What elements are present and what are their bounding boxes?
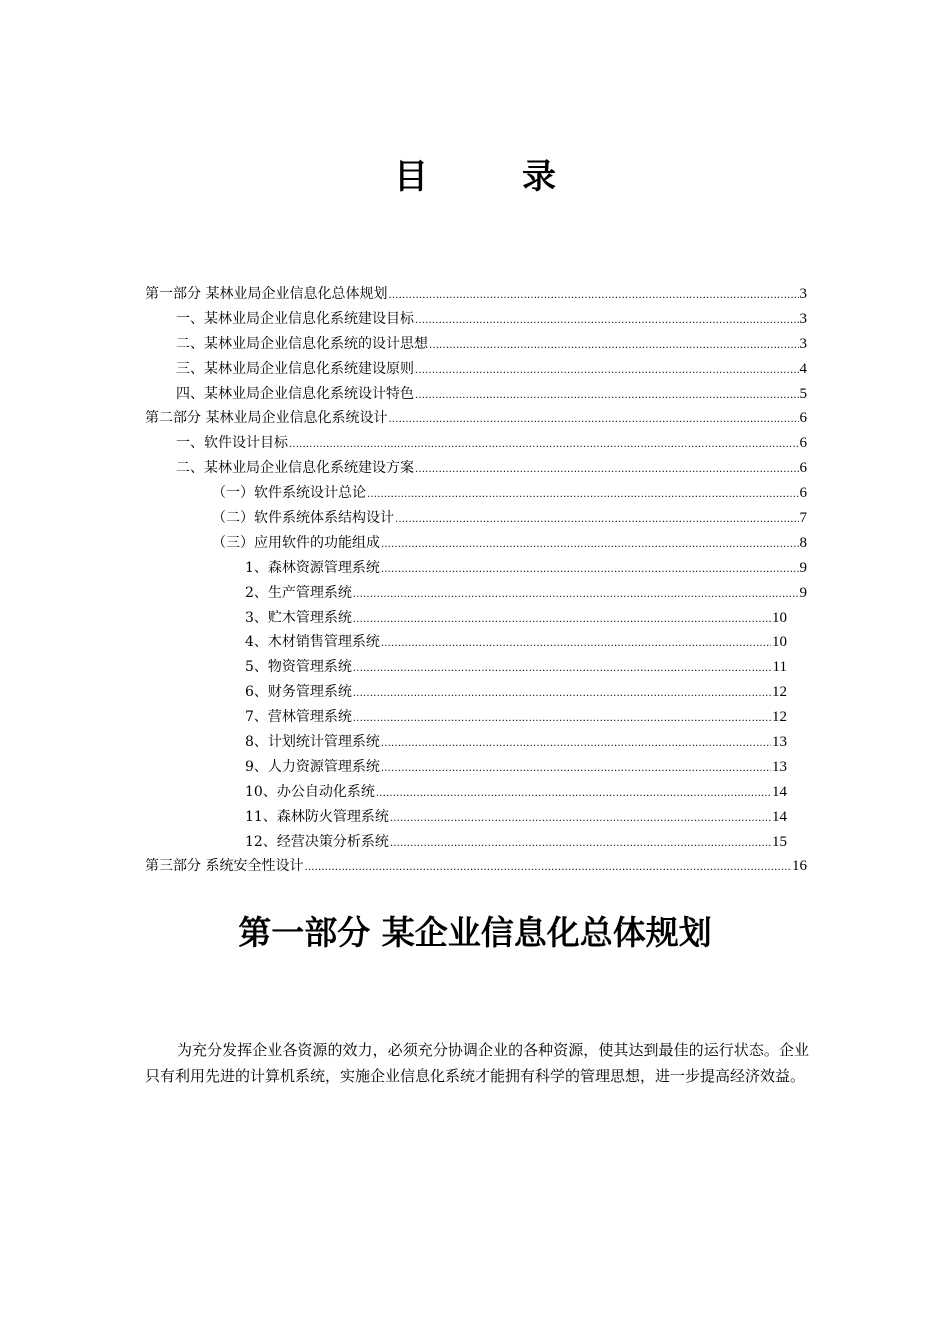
toc-entry[interactable]	[145, 581, 807, 606]
toc-leader	[353, 583, 799, 608]
toc-entry[interactable]	[145, 282, 807, 307]
toc-entry-label: 三、某林业局企业信息化系统建设原则	[176, 360, 414, 377]
toc-entry-page: 10	[772, 609, 787, 626]
toc-leader	[395, 508, 799, 533]
toc-entry-label: （二）软件系统体系结构设计	[212, 510, 394, 527]
toc-entry-page: 13	[772, 734, 787, 751]
toc-entry[interactable]	[145, 506, 807, 531]
toc-entry[interactable]	[145, 456, 807, 481]
toc-entry-page: 3	[799, 286, 807, 302]
toc-entry[interactable]	[145, 481, 807, 506]
toc-entry-label: 一、某林业局企业信息化系统建设目标	[176, 310, 414, 327]
toc-entry[interactable]	[145, 556, 807, 581]
toc-entry[interactable]	[145, 655, 787, 680]
toc-entry-page: 15	[772, 833, 787, 850]
toc-leader	[381, 558, 799, 583]
toc-entry-label: 二、某林业局企业信息化系统建设方案	[176, 460, 414, 477]
toc-leader	[429, 334, 799, 359]
toc-entry-page: 16	[792, 858, 807, 875]
toc-entry[interactable]	[145, 307, 807, 332]
toc-entry-label: （一）软件系统设计总论	[212, 485, 366, 502]
toc-leader	[415, 384, 799, 409]
toc-leader	[381, 533, 799, 558]
toc-entry-label: 5、物资管理系统	[245, 659, 352, 676]
toc-entry-page: 6	[799, 485, 807, 502]
section-heading: 第一部分 某企业信息化总体规划	[238, 913, 712, 952]
toc-entry-label: 8、计划统计管理系统	[245, 734, 380, 751]
toc-entry[interactable]	[145, 382, 807, 407]
toc-leader	[353, 657, 772, 682]
toc-entry-page: 6	[799, 435, 807, 452]
toc-entry[interactable]	[145, 431, 807, 456]
toc-leader	[304, 856, 791, 881]
toc-entry-page: 9	[799, 559, 807, 576]
toc-leader	[388, 408, 798, 433]
toc-entry-label: 一、软件设计目标	[176, 435, 288, 452]
toc-entry-page: 12	[772, 684, 787, 701]
toc-leader	[388, 284, 798, 309]
toc-entry-label: 2、生产管理系统	[245, 584, 352, 601]
toc-entry[interactable]	[145, 680, 787, 705]
toc-entry-label: 10、办公自动化系统	[245, 783, 375, 800]
toc-entry[interactable]	[145, 630, 787, 655]
toc-entry-label: 12、经营决策分析系统	[245, 833, 389, 850]
toc-entry-page: 13	[772, 758, 787, 775]
toc-entry[interactable]	[145, 357, 807, 382]
toc-entry-page: 5	[799, 385, 807, 402]
toc-entry-label: 第一部分 某林业局企业信息化总体规划	[145, 286, 388, 302]
toc-leader	[353, 682, 771, 707]
toc-entry-page: 6	[799, 410, 807, 427]
toc-entry-label: 四、某林业局企业信息化系统设计特色	[176, 385, 414, 402]
toc-entry[interactable]	[145, 705, 787, 730]
toc-entry-label: 1、森林资源管理系统	[245, 559, 380, 576]
toc-entry[interactable]	[145, 606, 787, 631]
toc-entry-label: （三）应用软件的功能组成	[212, 534, 380, 551]
toc-leader	[415, 458, 799, 483]
toc-entry-label: 9、人力资源管理系统	[245, 758, 380, 775]
toc-entry-page: 3	[799, 335, 807, 352]
toc-entry-page: 11	[772, 659, 787, 676]
toc-leader	[367, 483, 799, 508]
toc-leader	[289, 433, 799, 458]
toc-entry-page: 14	[772, 808, 787, 825]
toc-leader	[415, 359, 799, 384]
toc-entry-page: 4	[799, 360, 807, 377]
toc-entry[interactable]	[145, 406, 807, 431]
toc-entry-label: 4、木材销售管理系统	[245, 634, 380, 651]
toc-entry[interactable]	[145, 805, 787, 830]
toc-entry-label: 7、营林管理系统	[245, 709, 352, 726]
toc-entry[interactable]	[145, 830, 787, 855]
toc-entry-label: 11、森林防火管理系统	[245, 808, 389, 825]
toc-entry[interactable]	[145, 854, 807, 879]
toc-leader	[390, 807, 771, 832]
toc-leader	[415, 309, 799, 334]
toc-entry-page: 7	[799, 510, 807, 527]
body-paragraph: 为充分发挥企业各资源的效力，必须充分协调企业的各种资源，使其达到最佳的运行状态。企业只有利用先进的计算机系统，实施企业信息化系统才能拥有科学的管理思想，进一步提高经济效益。	[145, 1041, 809, 1085]
toc-entry-label: 二、某林业局企业信息化系统的设计思想	[176, 335, 428, 352]
table-of-contents	[145, 282, 807, 879]
toc-entry-label: 第二部分 某林业局企业信息化系统设计	[145, 410, 388, 427]
toc-entry-page: 9	[799, 584, 807, 601]
toc-entry-label: 6、财务管理系统	[245, 684, 352, 701]
toc-entry-label: 3、贮木管理系统	[245, 609, 352, 626]
toc-leader	[390, 832, 771, 857]
toc-leader	[353, 608, 771, 633]
toc-leader	[381, 732, 771, 757]
toc-leader	[381, 632, 771, 657]
toc-entry[interactable]	[145, 780, 787, 805]
toc-entry[interactable]	[145, 730, 787, 755]
toc-entry-page: 12	[772, 709, 787, 726]
toc-entry-page: 8	[799, 534, 807, 551]
toc-entry-page: 6	[799, 460, 807, 477]
toc-entry[interactable]	[145, 531, 807, 556]
toc-entry[interactable]	[145, 755, 787, 780]
toc-leader	[381, 757, 771, 782]
toc-title: 目 录	[394, 157, 586, 197]
toc-entry-page: 3	[799, 310, 807, 327]
toc-entry-page: 14	[772, 783, 787, 800]
toc-leader	[376, 782, 771, 807]
toc-entry[interactable]	[145, 332, 807, 357]
toc-leader	[353, 707, 771, 732]
toc-entry-label: 第三部分 系统安全性设计	[145, 858, 304, 875]
toc-entry-page: 10	[772, 634, 787, 651]
